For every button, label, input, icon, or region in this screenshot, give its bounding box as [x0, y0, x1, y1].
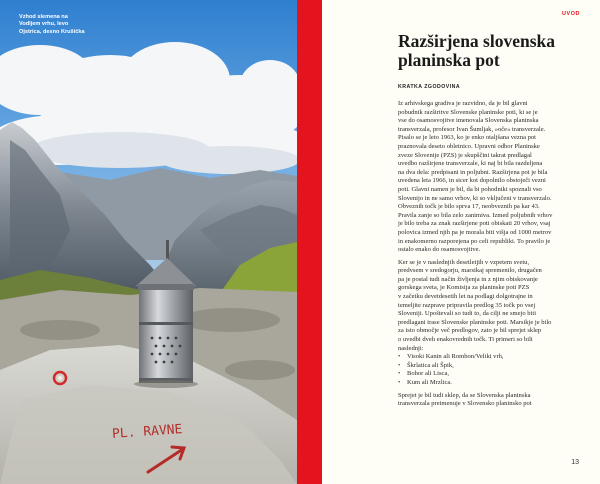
- text-line: za isto območje več predlogov, zato je bil sprejet sklep: [398, 327, 542, 335]
- text-line: uvedbo razširjene transverzale, ki naj bi bila razdeljena: [398, 160, 543, 168]
- text-line: je bilo treba za znak razširjene poti obiskati 20 vrhov, vsaj: [398, 220, 551, 228]
- text-line: Pravila zanje so bila zelo zanimiva. Izmed poljubnih vrhov: [398, 211, 553, 219]
- rock-painted-text: PL. RAVNE: [111, 422, 183, 442]
- red-gutter: [297, 0, 322, 484]
- text-line: Obveznih točk je bilo sprva 17, neobveznih pa kar 43.: [398, 203, 540, 211]
- text-line: naslednji:: [398, 344, 424, 352]
- body-text: [398, 100, 588, 409]
- page-title: [398, 32, 588, 70]
- subheading: KRATKA ZGODOVINA: [398, 84, 461, 90]
- title-line: Razširjena slovenska: [398, 31, 556, 51]
- text-line: pobudnik razširitve Slovenske planinske poti, ki se je: [398, 108, 538, 116]
- caption-line: Vzhod slemena na: [19, 14, 68, 20]
- text-line: praznovala deseto obletnico. Upravni odbor Planinske: [398, 142, 540, 150]
- text-line: temeljite razprave pripravila predlog 35 točk po vsej: [398, 301, 536, 309]
- caption-line: Ojstrica, desno Krušička: [19, 28, 85, 35]
- text-line: predlagani trase Slovenske planinske poti. Marsikje je bilo: [398, 318, 552, 326]
- text-line: predvsem v sredogorju, marsikaj spremenilo, drugačen: [398, 267, 542, 275]
- photo-illustration: [0, 0, 297, 484]
- section-label: UVOD: [562, 11, 580, 17]
- text-line: in enakomerno razporejena po celi republiki. To pravilo je: [398, 237, 551, 245]
- text-line: Ker se je v naslednjih desetletjih v vzpetem svetu,: [398, 258, 530, 266]
- text-line: ostalo enako do osamosvojitve.: [398, 246, 481, 254]
- text-line: o uvedbi dveh enakovrednih točk. Ti primeri so bili: [398, 336, 533, 344]
- page-number: 13: [571, 459, 579, 466]
- text-page: [322, 0, 600, 484]
- text-line: polovica izmed njih pa je morala biti višja od 1000 metrov: [398, 228, 552, 236]
- text-line: Sprejet je bil tudi sklep, da se Slovenska planinska: [398, 391, 531, 399]
- text-line: Slovenijo in ne samo vrhov, ki so vključeni v transverzalo.: [398, 194, 552, 202]
- text-line: zveze Slovenije (PZS) je skupščini takrat predlagal: [398, 151, 532, 159]
- text-line: transverzala preimenuje v Slovensko planinsko pot: [398, 400, 532, 408]
- photo-caption: [19, 14, 109, 36]
- text-line: v začetku devetdesetih let na podlagi dolgotrajne in: [398, 293, 533, 301]
- text-line: na dva dela: predpisani in poljubni. Razširjena pot je bila: [398, 168, 548, 176]
- list-item: • Visoki Kanin ali Rombon/Veliki vrh,: [398, 353, 588, 362]
- text-line: gorskega sveta, je Komisija za planinske poti PZS: [398, 284, 530, 292]
- caption-line: Vodljem vrhu, levo: [19, 21, 69, 28]
- text-line: poti. Glavni namen je bil, da bi pohodniki spoznali vso: [398, 185, 542, 193]
- list-item: • Bohor ali Lisca,: [398, 370, 588, 379]
- mountain-photo: [0, 0, 297, 484]
- text-line: Pisalo se je leto 1963, ko je enko otaljšana vezna pot: [398, 134, 536, 142]
- text-line: Sloveniji. Upoštevali so tudi to, da cilji ne smejo biti: [398, 310, 537, 318]
- text-line: pa je postal tudi način življenja in z njim obiskovanje: [398, 275, 538, 283]
- text-line: uvedena leta 1966, in sicer kot dopolnilo obstoječi vezni: [398, 177, 546, 185]
- text-line: Iz arhivskega gradiva je razvidno, da je bil glavni: [398, 100, 528, 107]
- list-item: • Škrlatica ali Špik,: [398, 362, 588, 371]
- title-line: planinska pot: [398, 50, 500, 70]
- text-line: transverzala, profesor Ivan Šumljak, »oče« transverzale.: [398, 125, 546, 133]
- list-item: • Kum ali Mrzlica.: [398, 379, 588, 388]
- text-line: vse do osamosvojitve imenovala Slovenska planinska: [398, 117, 539, 125]
